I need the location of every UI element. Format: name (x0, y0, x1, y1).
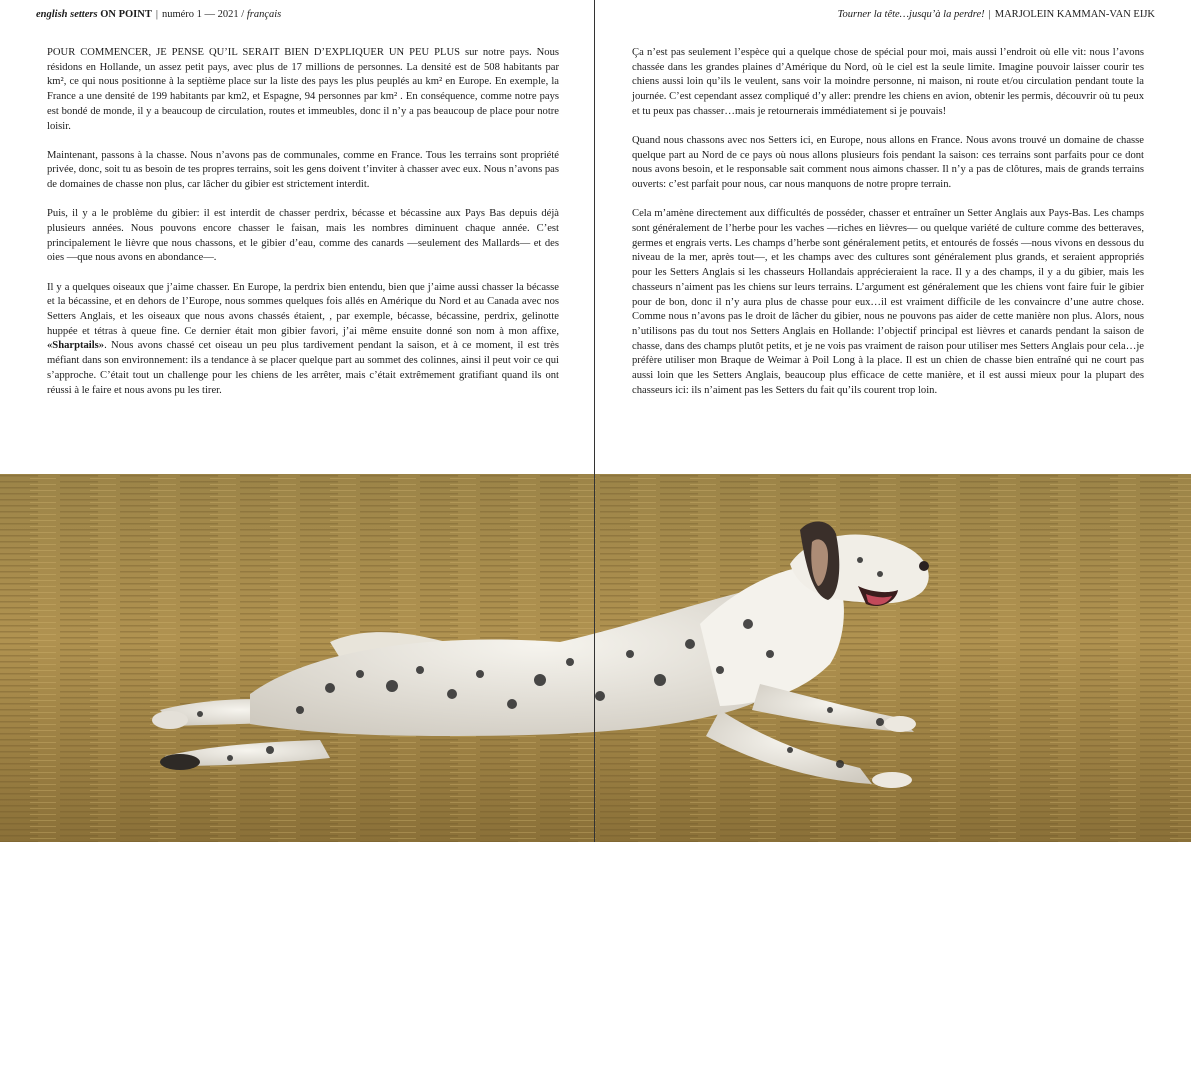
left-body-text (47, 46, 559, 413)
kennel-name: «Sharptails» (47, 340, 105, 352)
spread-gutter (594, 0, 595, 842)
magazine-name: english setters (36, 9, 98, 20)
left-running-header: english setters ON POINT | numéro 1 — 2021 / français (36, 9, 282, 20)
article-author: MARJOLEIN KAMMAN-VAN EIJK (994, 9, 1155, 20)
language-label: français (246, 9, 282, 20)
right-body-text (632, 46, 1144, 413)
paragraph: Cela m’amène directement aux difficultés de posséder, chasser et entraîner un Setter Anglais aux Pays-Bas. Les champs sont généralement de l’herbe pour les vaches —riches en lièvres— ou quelque variété de culture comme des betteraves, germes et engrais verts. Les champs d’herbe sont généralement petits, et entourés de fossés —nous vivons en dessous du niveau de la mer, après tout—, et les champs avec des cultures sont généralement plus grands, et seraient appropriés pour les Setters Anglais si les chasseurs Hollandais apprécieraient la race. Il y a des champs, il y a du gibier, mais les chasseurs n’aiment pas les chiens sur leurs terrains. L’argument est généralement que les chiens vont faire fuir le gibier pour de bon, donc il n’y aura plus de chasse pour eux…il est vraiment difficile de les convaincre d’une autre chose. Comme nous n’avons pas le droit de lâcher du gibier, nous ne pouvons pas aider de cette manière non plus. Alors, nous n’utilisons pas du tout nos Setters Anglais en Hollande: l’objectif principal est lièvres et canards pendant la saison de chasse, dans des champs plutôt petits, et je ne vois pas vraiment de raison pour utiliser mes Setters Anglais pour cela…je préfère utiliser mon Braque de Weimar à Poil Long à la place. Il est un chien de chasse bien entraîné qui ne court pas aussi loin que les Setters Anglais, beaucoup plus efficace de cette manière, et il est aussi mieux pour la plupart des chasseurs ici: ils n’aiment pas les Setters du fait qu’ils courent trop loin. (632, 208, 1144, 396)
paragraph: POUR COMMENCER, JE PENSE QU’IL SERAIT BIEN D’EXPLIQUER UN PEU PLUS sur notre pays. Nous résidons en Hollande, un assez petit pays, avec plus de 17 millions de personnes. La densité est de 508 habitants par km², ce qui nous positionne à la septième place sur la liste des pays les plus peuplés au km² en Europe. En exemple, la France a une densité de 199 habitants par km2, et Espagne, 94 personnes par km² . En conséquence, comme notre pays est bondé de monde, il y a beaucoup de circulation, routes et immeubles, donc il n’y a pas beaucoup de place pour notre loisir. (47, 47, 559, 132)
running-setter-photo (0, 474, 1191, 842)
magazine-brand: ON POINT (100, 9, 152, 20)
photo-caption (7, 560, 35, 1091)
paragraph: Puis, il y a le problème du gibier: il est interdit de chasser perdrix, bécasse et bécassine aux Pays Bas depuis déjà plusieurs années. Nous pouvons encore chasser le faisan, mais les nombres diminuent chaque année. C’est principalement le lièvre que nous chassons, et le gibier d’eau, comme des canards —seulement des Mallards— et des oies —que nous avons en abondance—. (47, 208, 559, 264)
right-running-header: Tourner la tête…jusqu’à la perdre! | MARJOLEIN KAMMAN-VAN EIJK (837, 9, 1155, 20)
paragraph: Il y a quelques oiseaux que j’aime chasser. En Europe, la perdrix bien entendu, bien que j’aime aussi chasser la bécasse et la bécassine, et en dehors de l’Europe, nous sommes quelques fois allés en Amérique du Nord et au Canada avec nos Setters Anglais, et les oiseaux que nous avons chassés étaient, , par exemple, bécasse, bécassine, perdrix, gelinotte huppée et tétras à queue fine. Ce dernier était mon gibier favori, j’ai même ensuite donné son nom à mon affixe, «Sharptails». Nous avons chassé cet oiseau un peu plus tardivement pendant la saison, et à ce moment, il est très méfiant dans son environnement: ils a tendance à se placer quelque part au sommet des colinnes, ainsi il peut voir ce qui s’approche. C’était tout un challenge pour les chiens de les arrêter, mais c’était extrêmement gratifiant quand ils ont réussi à le faire et nous avons pu les tirer. (47, 281, 559, 396)
photo-illustration (0, 474, 1191, 842)
paragraph: Ça n’est pas seulement l’espèce qui a quelque chose de spécial pour moi, mais aussi l’endroit où elle vit: nous l’avons chassée dans les grandes plaines d’Amérique du Nord, où le ciel est la seule limite. Imagine pouvoir laisser courir tes chiens aussi loin qu’ils le veulent, sans voir la moindre personne, ni maison, ni route et/ou circulation pendant toute la journée. C’est cependant assez compliqué d’y aller: prendre les chiens en avion, obtenir les permis, découvrir où tu peux et tu peux pas chasser…mais je retournerais immédiatement si je pouvais! (632, 47, 1144, 117)
article-title: Tourner la tête…jusqu’à la perdre! (837, 9, 985, 20)
paragraph: Quand nous chassons avec nos Setters ici, en Europe, nous allons en France. Nous avons trouvé un domaine de chasse quelque part au Nord de ce pays où nous allons plusieurs fois pendant la saison: ces terrains sont parfaits pour ce dont nous avons besoin, et le responsable sait comment nous aimons chasser. Il n’y a pas de clôtures, mais de grands terrains ouverts: c’est parfait pour nous, car nous manquons de notre propre terrain. (632, 135, 1144, 191)
caption-credit: Eleveuse et propriétaire Marjolein Kamman-Van Eijk (19, 868, 31, 1091)
paragraph: Maintenant, passons à la chasse. Nous n’avons pas de communales, comme en France. Tous les terrains sont propriété privée, donc, soit tu as besoin de tes propres terrains, soit les gens doivent t’inviter à chasser avec eux. Nous n’avons pas de domaines de chasse non plus, car lâcher du gibier est strictement interdit. (47, 149, 559, 191)
issue-info: numéro 1 — 2021 / (161, 9, 247, 20)
lead-in: POUR COMMENCER, JE PENSE QU’IL SERAIT BIEN D’EXPLIQUER UN PEU PLUS (47, 47, 461, 58)
caption-dog-name: Sharptails Crush (7, 1021, 18, 1091)
